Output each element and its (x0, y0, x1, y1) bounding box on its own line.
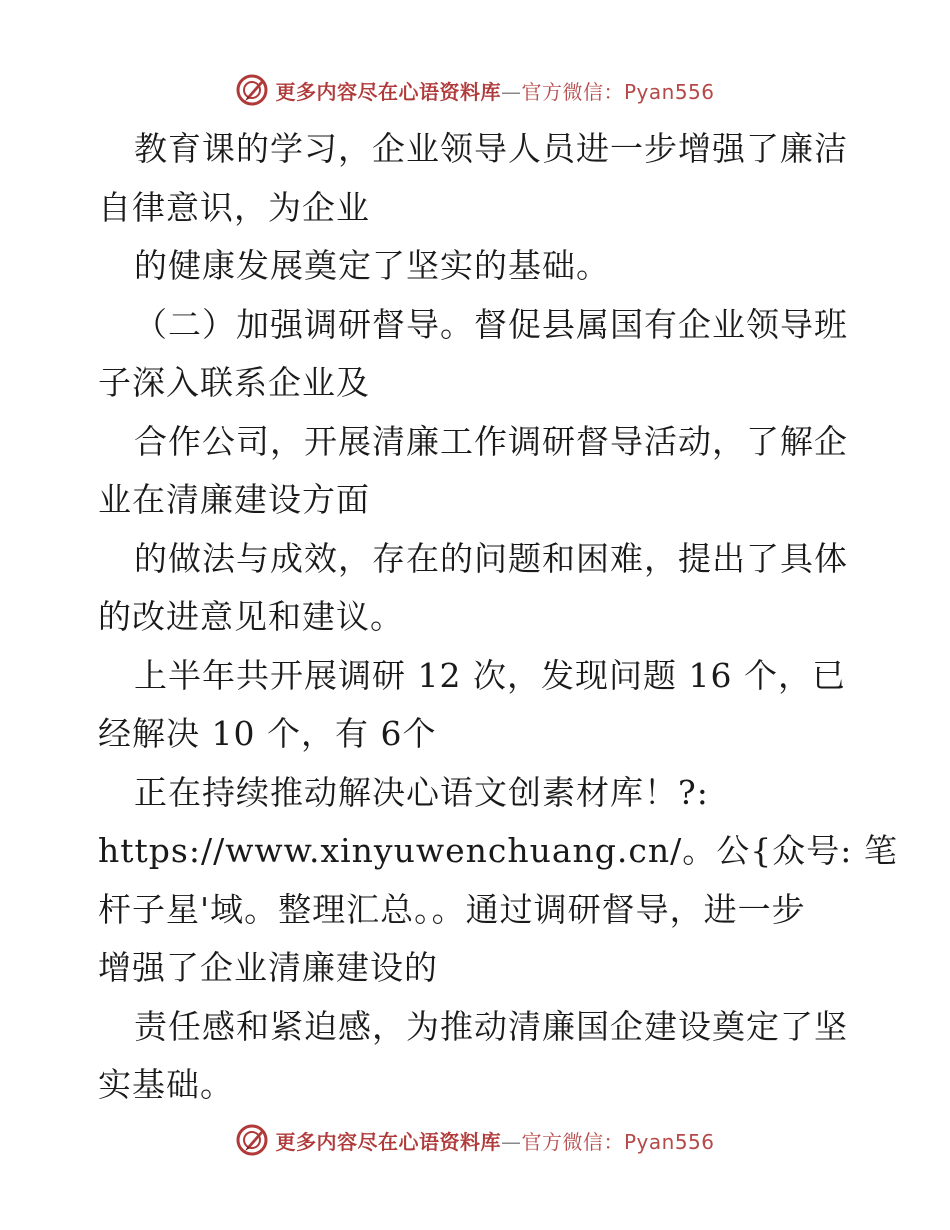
paragraph-line: 杆子星'域。整理汇总。。通过调研督导，进一步 (98, 889, 806, 929)
banner-separator: — (500, 1129, 522, 1154)
banner-wechat-label: 官方微信： (521, 1129, 624, 1154)
banner-brand: 更多内容尽在心语资料库 (275, 1129, 501, 1154)
document-body (98, 120, 898, 1115)
paragraph-line: 增强了企业清廉建设的 (98, 948, 438, 987)
paragraph-line: 的健康发展奠定了坚实的基础。 (134, 246, 610, 285)
paragraph-line: 业在清廉建设方面 (98, 480, 370, 519)
footer-banner (0, 1120, 950, 1160)
paragraph-line: 自律意识，为企业 (98, 187, 370, 227)
paragraph-line: 正在持续推动解决心语文创素材库！?: (134, 772, 709, 812)
paragraph-line: 教育课的学习，企业领导人员进一步增强了廉洁 (134, 129, 848, 168)
header-banner (0, 70, 950, 110)
paragraph-line: （二）加强调研督导。督促县属国有企业领导班 (134, 304, 848, 344)
brand-logo-icon (235, 1123, 269, 1157)
paragraph-line: 的做法与成效，存在的问题和困难，提出了具体 (134, 538, 848, 578)
banner-wechat-id: Pyan556 (623, 1129, 715, 1154)
banner-wechat-label: 官方微信： (521, 79, 624, 104)
paragraph-line-url[interactable]: https://www.xinyuwenchuang.cn/。公{众号: 笔 (98, 831, 898, 870)
paragraph-line: 实基础。 (98, 1065, 234, 1104)
paragraph-line: 上半年共开展调研 12 次，发现问题 16 个，已 (134, 655, 846, 695)
paragraph-line: 合作公司，开展清廉工作调研督导活动，了解企 (134, 421, 848, 461)
banner-separator: — (500, 79, 522, 104)
banner-brand: 更多内容尽在心语资料库 (275, 79, 501, 104)
banner-text (275, 76, 714, 105)
paragraph-line: 子深入联系企业及 (98, 363, 370, 402)
brand-logo-icon (235, 73, 269, 107)
paragraph-line: 的改进意见和建议。 (98, 597, 404, 636)
paragraph-line: 经解决 10 个，有 6个 (98, 714, 437, 753)
paragraph-line: 责任感和紧迫感，为推动清廉国企建设奠定了坚 (134, 1006, 848, 1046)
banner-wechat-id: Pyan556 (623, 79, 715, 104)
banner-text (275, 1126, 714, 1155)
